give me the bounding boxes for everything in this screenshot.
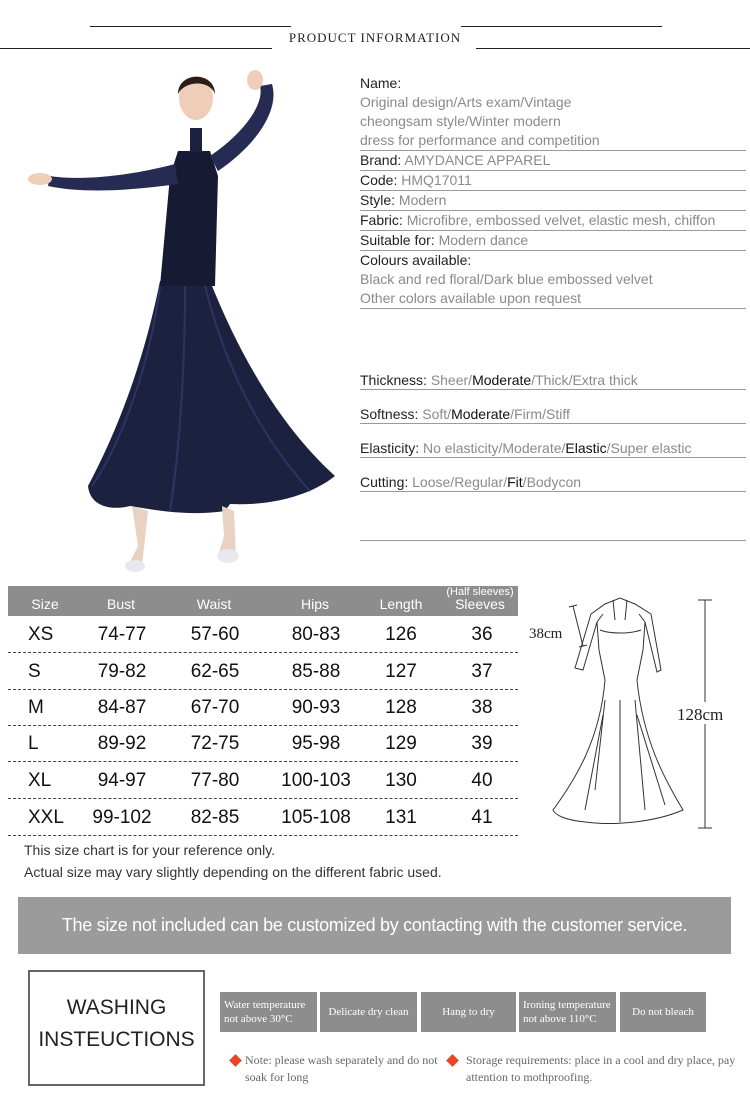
care-ironing-temp: Ironing temperature not above 110°C (519, 992, 616, 1032)
table-cell: M (28, 697, 44, 718)
product-info (360, 74, 746, 309)
header-rule-bottom-right (476, 48, 750, 49)
colours-line-1: Black and red floral/Dark blue embossed velvet (360, 271, 653, 287)
suitable-row: Suitable for: Modern dance (360, 231, 746, 251)
washing-box (28, 970, 205, 1086)
care-dry-clean: Delicate dry clean (320, 992, 417, 1032)
table-cell: 72-75 (190, 733, 240, 754)
header-waist: Waist (196, 596, 232, 612)
table-cell: 79-82 (97, 661, 147, 682)
attribute-label: Elasticity: (360, 440, 420, 456)
table-row (8, 725, 518, 762)
wash-note: Note: please wash separately and do not soak for long (245, 1053, 438, 1084)
attribute-option: Super elastic (610, 440, 692, 456)
attribute-row: Softness: Soft/Moderate/Firm/Stiff (360, 404, 746, 424)
table-cell: 99-102 (92, 807, 152, 828)
table-cell: 67-70 (190, 697, 240, 718)
table-cell: 129 (385, 733, 417, 754)
washing-title-line1: WASHING (66, 996, 167, 1019)
table-cell: 80-83 (291, 624, 341, 645)
name-line-2: cheongsam style/Winter modern (360, 113, 561, 129)
table-row (8, 689, 518, 726)
care-water-temp: Water temperature not above 30°C (220, 992, 317, 1032)
header-rule-bottom-left (0, 48, 272, 49)
code-row: Code: HMQ17011 (360, 171, 746, 191)
table-row (8, 653, 518, 690)
table-cell: XS (28, 624, 54, 645)
attribute-option: Extra thick (572, 372, 638, 388)
attribute-row: Elasticity: No elasticity/Moderate/Elastic/Super elastic (360, 438, 746, 458)
table-cell: 89-92 (97, 733, 147, 754)
attribute-option: Elastic (565, 440, 607, 456)
attribute-label: Softness: (360, 406, 419, 422)
note-bullet-icon (229, 1054, 242, 1067)
table-cell: 82-85 (190, 807, 240, 828)
name-line-1: Original design/Arts exam/Vintage (360, 94, 572, 110)
length-measure-label: 128cm (677, 705, 724, 724)
table-cell: 38 (471, 697, 493, 718)
dress-measure-drawing (525, 590, 747, 840)
table-cell: 39 (471, 733, 493, 754)
table-cell: 126 (385, 624, 417, 645)
header-length: Length (379, 596, 423, 612)
header-sleeves: Sleeves (455, 596, 505, 612)
table-cell: 130 (385, 770, 417, 791)
attribute-option: Bodycon (526, 474, 582, 490)
size-note-2: Actual size may vary slightly depending on the different fabric used. (24, 864, 442, 880)
header-size: Size (31, 596, 59, 612)
table-cell: XL (28, 770, 52, 791)
attribute-option: Moderate (472, 372, 532, 388)
attribute-option: Fit (507, 474, 523, 490)
table-cell: 85-88 (291, 661, 341, 682)
washing-title-line2: INSTEUCTIONS (38, 1028, 195, 1051)
attribute-label: Cutting: (360, 474, 409, 490)
colours-line-2: Other colors available upon request (360, 289, 746, 309)
size-note-1: This size chart is for your reference only. (24, 842, 276, 858)
attribute-option: Loose (412, 474, 451, 490)
table-cell: 100-103 (281, 770, 351, 791)
table-cell: 41 (471, 807, 493, 828)
table-cell: 127 (385, 661, 417, 682)
table-cell: 36 (471, 624, 493, 645)
custom-size-banner: The size not included can be customized by contacting with the customer service. (18, 897, 731, 954)
attribute-option: Soft (422, 406, 448, 422)
table-cell: 94-97 (97, 770, 147, 791)
storage-bullet-icon (446, 1054, 459, 1067)
table-cell: 128 (385, 697, 417, 718)
header-rule-top-right (461, 26, 662, 27)
attribute-option: No elasticity (423, 440, 499, 456)
table-cell: 131 (385, 807, 417, 828)
header-hips: Hips (300, 596, 329, 612)
attribute-row: Thickness: Sheer/Moderate/Thick/Extra thick (360, 370, 746, 390)
storage-note: Storage requirements: place in a cool and dry place, pay attention to mothproofing. (466, 1053, 736, 1084)
attribute-option: Firm (514, 406, 543, 422)
fabric-row: Fabric: Microfibre, embossed velvet, elastic mesh, chiffon (360, 211, 746, 231)
attribute-row: Cutting: Loose/Regular/Fit/Bodycon (360, 472, 746, 492)
table-row (8, 762, 518, 799)
care-hang-dry: Hang to dry (421, 992, 516, 1032)
table-cell: 37 (471, 661, 493, 682)
care-no-bleach: Do not bleach (620, 992, 706, 1032)
table-cell: 74-77 (97, 624, 147, 645)
table-row (8, 616, 518, 653)
attribute-option: Moderate (451, 406, 511, 422)
style-row: Style: Modern (360, 191, 746, 211)
table-cell: 105-108 (281, 807, 351, 828)
table-cell: 77-80 (190, 770, 240, 791)
colours-label: Colours available: (360, 252, 472, 268)
table-cell: S (28, 661, 41, 682)
attribute-label: Thickness: (360, 372, 427, 388)
table-cell: 57-60 (190, 624, 240, 645)
table-cell: 62-65 (190, 661, 240, 682)
table-cell: L (28, 733, 39, 754)
size-table-header (8, 586, 518, 616)
header-sleeves-note: (Half sleeves) (446, 586, 514, 598)
brand-row: Brand: AMYDANCE APPAREL (360, 151, 746, 171)
attribute-option: Thick (535, 372, 569, 388)
name-label: Name: (360, 75, 402, 91)
product-photo (10, 66, 345, 581)
attribute-option: Stiff (546, 406, 570, 422)
attribute-option: Sheer (430, 372, 469, 388)
table-cell: 90-93 (291, 697, 341, 718)
bottom-info-rule (360, 540, 746, 541)
table-cell: XXL (28, 807, 64, 828)
attribute-option: Regular (454, 474, 504, 490)
table-cell: 84-87 (97, 697, 147, 718)
table-cell: 40 (471, 770, 493, 791)
sleeve-measure-label: 38cm (529, 626, 563, 642)
header-rule-top-left (90, 26, 291, 27)
section-title: PRODUCT INFORMATION (288, 30, 462, 45)
attribute-option: Moderate (502, 440, 562, 456)
table-row (8, 799, 518, 836)
name-line-3: dress for performance and competition (360, 131, 746, 151)
table-cell: 95-98 (291, 733, 341, 754)
header-bust: Bust (106, 596, 135, 612)
